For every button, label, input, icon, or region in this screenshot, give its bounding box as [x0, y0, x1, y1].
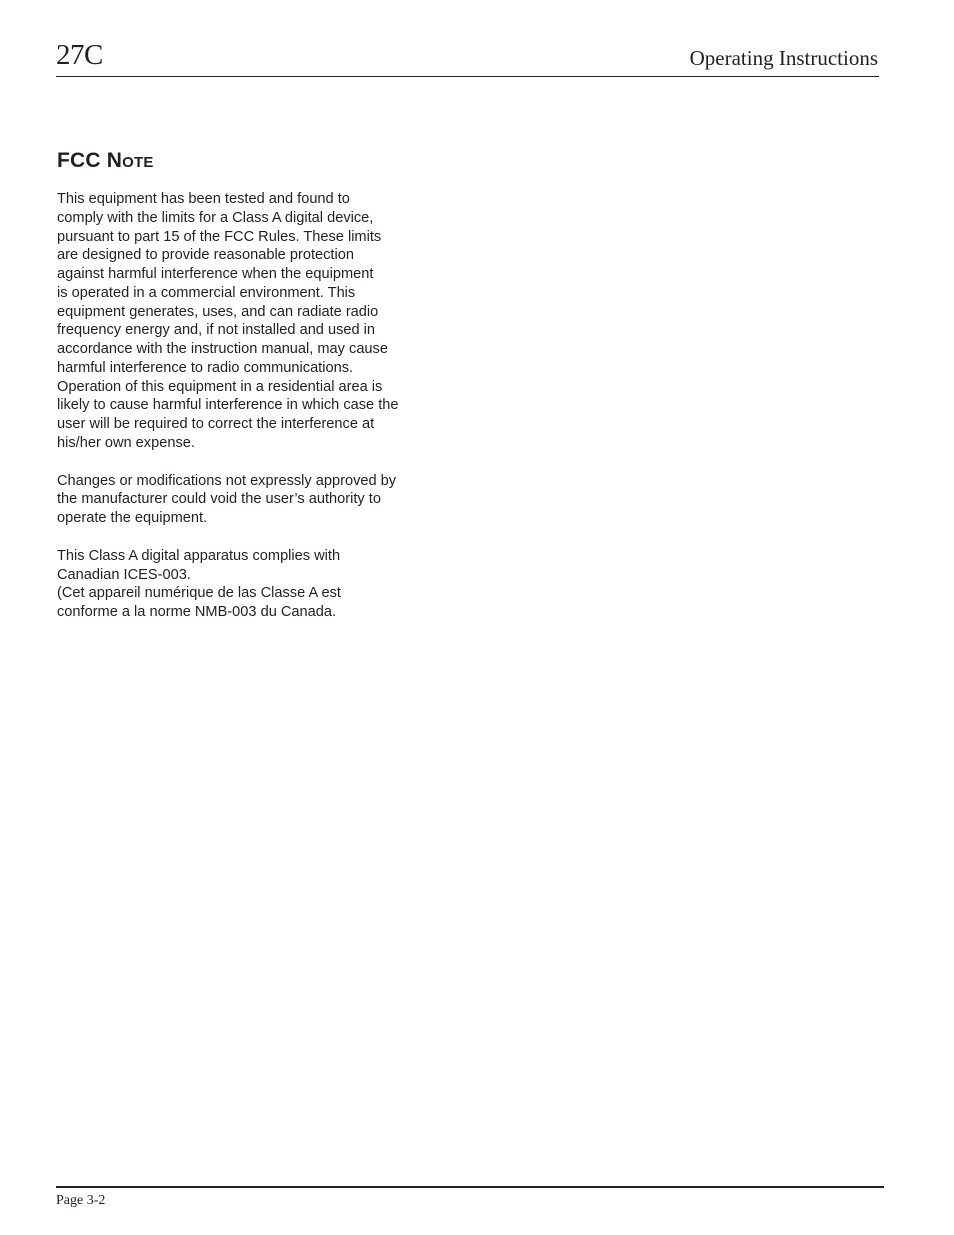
- text-line: Changes or modifications not expressly approved by: [57, 472, 397, 489]
- text-line: Operation of this equipment in a residential area is: [57, 378, 383, 395]
- text-line: likely to cause harmful interference in which case the: [57, 397, 399, 414]
- footer-divider: [56, 1186, 884, 1188]
- modifications-paragraph: [57, 472, 437, 528]
- text-line: operate the equipment.: [57, 510, 208, 526]
- text-line: This equipment has been tested and found to: [57, 191, 350, 207]
- text-line: (Cet appareil numérique de las Classe A est: [57, 585, 341, 602]
- text-line: comply with the limits for a Class A digital device,: [57, 209, 374, 226]
- text-line: This Class A digital apparatus complies with: [57, 547, 341, 564]
- text-line: frequency energy and, if not installed and used in: [57, 322, 376, 339]
- text-line: user will be required to correct the interference at: [57, 416, 375, 432]
- text-line: accordance with the instruction manual, may cause: [57, 341, 388, 357]
- text-line: his/her own expense.: [57, 434, 195, 451]
- text-line: equipment generates, uses, and can radiate radio: [57, 303, 379, 320]
- header-divider: [56, 76, 879, 77]
- section-heading: FCC Note: [57, 149, 154, 172]
- document-section-title: Operating Instructions: [689, 46, 878, 70]
- text-line: against harmful interference when the equipment: [57, 266, 374, 282]
- fcc-compliance-paragraph: [57, 190, 437, 453]
- section-body: [57, 190, 437, 641]
- text-line: are designed to provide reasonable protection: [57, 247, 354, 264]
- text-line: the manufacturer could void the user’s authority to: [57, 491, 381, 508]
- text-line: pursuant to part 15 of the FCC Rules. These limits: [57, 228, 382, 245]
- text-line: is operated in a commercial environment. This: [57, 284, 356, 301]
- canada-compliance-paragraph: [57, 547, 437, 622]
- text-line: harmful interference to radio communications.: [57, 359, 354, 376]
- text-line: Canadian ICES-003.: [57, 566, 191, 583]
- page-number: Page 3-2: [56, 1193, 106, 1208]
- document-model-number: 27C: [56, 39, 103, 71]
- text-line: conforme a la norme NMB-003 du Canada.: [57, 604, 337, 620]
